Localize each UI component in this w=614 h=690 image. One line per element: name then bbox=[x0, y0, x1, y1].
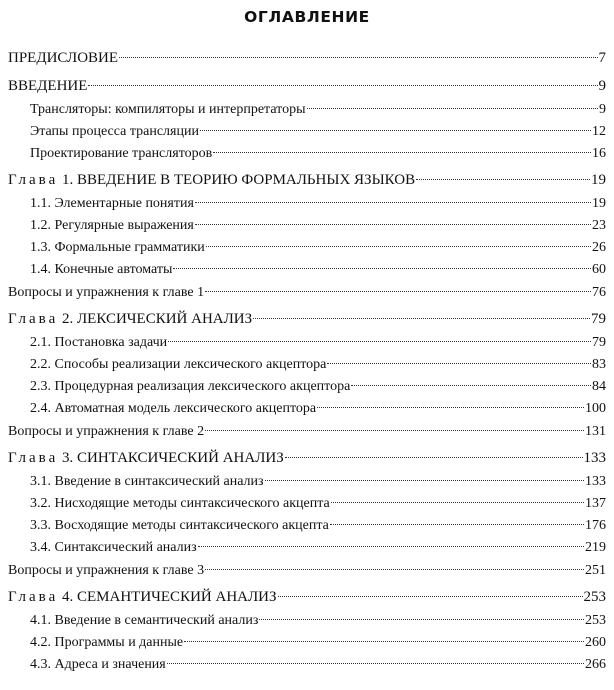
dot-leader bbox=[206, 246, 591, 247]
toc-entry-page: 219 bbox=[585, 540, 606, 555]
toc-entry-page: 133 bbox=[583, 450, 606, 466]
dot-leader bbox=[88, 85, 597, 86]
toc-entry-page: 266 bbox=[585, 657, 606, 672]
toc-entry-label bbox=[30, 215, 194, 237]
toc-entry-label bbox=[30, 610, 258, 632]
toc-entry-title: ВВЕДЕНИЕ bbox=[8, 78, 88, 94]
toc-entry[interactable] bbox=[8, 193, 606, 215]
toc-entry[interactable] bbox=[8, 559, 606, 582]
dot-leader bbox=[205, 291, 591, 292]
dot-leader bbox=[327, 363, 591, 364]
dot-leader bbox=[351, 385, 591, 386]
table-of-contents bbox=[8, 43, 606, 676]
toc-entry-label bbox=[30, 237, 205, 259]
toc-entry[interactable] bbox=[8, 420, 606, 443]
toc-entry-title: 1. ВВЕДЕНИЕ В ТЕОРИЮ ФОРМАЛЬНЫХ ЯЗЫКОВ bbox=[61, 172, 416, 188]
toc-entry[interactable] bbox=[8, 45, 606, 71]
dot-leader bbox=[173, 268, 591, 269]
toc-entry-label bbox=[30, 259, 172, 281]
toc-entry-label bbox=[30, 121, 199, 143]
toc-entry-page: 176 bbox=[585, 518, 606, 533]
chapter-prefix: Глава bbox=[8, 589, 59, 605]
toc-entry-label bbox=[30, 398, 316, 420]
dot-leader bbox=[265, 480, 584, 481]
toc-entry[interactable] bbox=[8, 493, 606, 515]
dot-leader bbox=[317, 407, 584, 408]
toc-entry-page: 100 bbox=[585, 401, 606, 416]
toc-entry-label bbox=[8, 420, 204, 443]
dot-leader bbox=[168, 341, 591, 342]
toc-entry-page: 133 bbox=[585, 474, 606, 489]
toc-entry-label bbox=[30, 654, 166, 676]
toc-entry-title: Этапы процесса трансляции bbox=[30, 124, 199, 139]
toc-entry[interactable] bbox=[8, 99, 606, 121]
toc-entry-label bbox=[30, 515, 329, 537]
toc-entry-label bbox=[30, 354, 326, 376]
toc-entry[interactable] bbox=[8, 515, 606, 537]
dot-leader bbox=[331, 502, 584, 503]
toc-entry-title: 1.4. Конечные автоматы bbox=[30, 262, 173, 277]
toc-entry-page: 131 bbox=[585, 424, 606, 439]
dot-leader bbox=[195, 202, 591, 203]
toc-entry-title: 3.2. Нисходящие методы синтаксического акцепта bbox=[30, 496, 330, 511]
toc-entry-page: 83 bbox=[592, 357, 606, 372]
toc-entry-label bbox=[8, 73, 87, 99]
toc-entry-title: 3. СИНТАКСИЧЕСКИЙ АНАЛИЗ bbox=[61, 450, 284, 466]
toc-entry-title: 1.3. Формальные грамматики bbox=[30, 240, 205, 255]
toc-entry-title: Трансляторы: компиляторы и интерпретаторы bbox=[30, 102, 306, 117]
toc-entry-label bbox=[30, 193, 194, 215]
toc-entry[interactable] bbox=[8, 143, 606, 165]
toc-entry[interactable] bbox=[8, 445, 606, 471]
toc-entry-title: 4.2. Программы и данные bbox=[30, 635, 184, 650]
toc-entry-page: 9 bbox=[598, 78, 606, 94]
toc-entry-title: 2.3. Процедурная реализация лексического акцептора bbox=[30, 379, 351, 394]
toc-entry-title: ПРЕДИСЛОВИЕ bbox=[8, 50, 119, 66]
toc-entry-label bbox=[30, 376, 350, 398]
toc-entry-title: 1.2. Регулярные выражения bbox=[30, 218, 194, 233]
toc-entry-label bbox=[30, 537, 197, 559]
toc-entry[interactable] bbox=[8, 281, 606, 304]
toc-entry-label bbox=[8, 167, 415, 193]
chapter-prefix: Глава bbox=[8, 311, 59, 327]
toc-entry-label bbox=[8, 306, 252, 332]
dot-leader bbox=[167, 663, 584, 664]
dot-leader bbox=[278, 596, 583, 597]
dot-leader bbox=[416, 179, 590, 180]
toc-entry[interactable] bbox=[8, 376, 606, 398]
toc-entry-label bbox=[8, 281, 204, 304]
toc-entry[interactable] bbox=[8, 332, 606, 354]
dot-leader bbox=[285, 457, 583, 458]
toc-entry-label bbox=[30, 143, 212, 165]
toc-entry[interactable] bbox=[8, 610, 606, 632]
toc-entry-page: 76 bbox=[592, 285, 606, 300]
page-title: ОГЛАВЛЕНИЕ bbox=[244, 8, 370, 26]
toc-entry-label bbox=[30, 332, 167, 354]
toc-entry-page: 19 bbox=[592, 196, 606, 211]
toc-entry-label bbox=[8, 559, 204, 582]
dot-leader bbox=[195, 224, 591, 225]
toc-entry-title: 3.4. Синтаксический анализ bbox=[30, 540, 197, 555]
dot-leader bbox=[307, 108, 598, 109]
dot-leader bbox=[213, 152, 591, 153]
toc-entry[interactable] bbox=[8, 237, 606, 259]
dot-leader bbox=[198, 546, 584, 547]
toc-entry-page: 79 bbox=[591, 311, 606, 327]
toc-entry[interactable] bbox=[8, 215, 606, 237]
toc-entry-page: 253 bbox=[585, 613, 606, 628]
toc-entry[interactable] bbox=[8, 73, 606, 99]
toc-entry-title: 3.1. Введение в синтаксический анализ bbox=[30, 474, 264, 489]
toc-entry-page: 16 bbox=[592, 146, 606, 161]
toc-entry-page: 260 bbox=[585, 635, 606, 650]
dot-leader bbox=[253, 318, 590, 319]
dot-leader bbox=[184, 641, 584, 642]
toc-entry[interactable] bbox=[8, 306, 606, 332]
toc-entry-page: 7 bbox=[598, 50, 606, 66]
toc-entry-page: 9 bbox=[599, 102, 606, 117]
toc-entry-page: 26 bbox=[592, 240, 606, 255]
toc-entry[interactable] bbox=[8, 654, 606, 676]
toc-entry[interactable] bbox=[8, 632, 606, 654]
toc-entry-label bbox=[30, 632, 183, 654]
toc-entry-page: 251 bbox=[585, 563, 606, 578]
toc-entry-title: 4. СЕМАНТИЧЕСКИЙ АНАЛИЗ bbox=[61, 589, 277, 605]
toc-entry[interactable] bbox=[8, 471, 606, 493]
toc-entry-page: 137 bbox=[585, 496, 606, 511]
toc-entry-label bbox=[30, 471, 264, 493]
toc-entry-page: 12 bbox=[592, 124, 606, 139]
toc-entry-page: 84 bbox=[592, 379, 606, 394]
toc-entry-title: 2.4. Автоматная модель лексического акцептора bbox=[30, 401, 317, 416]
toc-entry[interactable] bbox=[8, 167, 606, 193]
dot-leader bbox=[330, 524, 584, 525]
toc-entry-page: 23 bbox=[592, 218, 606, 233]
dot-leader bbox=[205, 430, 584, 431]
toc-entry-label bbox=[8, 584, 277, 610]
toc-entry[interactable] bbox=[8, 537, 606, 559]
toc-entry-title: Проектирование трансляторов bbox=[30, 146, 213, 161]
dot-leader bbox=[259, 619, 584, 620]
toc-entry[interactable] bbox=[8, 121, 606, 143]
toc-entry-title: Вопросы и упражнения к главе 2 bbox=[8, 424, 205, 439]
dot-leader bbox=[205, 569, 584, 570]
toc-entry-page: 60 bbox=[592, 262, 606, 277]
toc-entry-page: 79 bbox=[592, 335, 606, 350]
chapter-prefix: Глава bbox=[8, 450, 59, 466]
toc-entry[interactable] bbox=[8, 398, 606, 420]
toc-entry-label bbox=[8, 45, 118, 71]
toc-entry-title: 2.2. Способы реализации лексического акцептора bbox=[30, 357, 327, 372]
toc-entry-title: 4.3. Адреса и значения bbox=[30, 657, 166, 672]
toc-entry-title: Вопросы и упражнения к главе 1 bbox=[8, 285, 205, 300]
toc-entry-title: Вопросы и упражнения к главе 3 bbox=[8, 563, 205, 578]
toc-entry-label bbox=[30, 99, 306, 121]
dot-leader bbox=[119, 57, 597, 58]
dot-leader bbox=[200, 130, 591, 131]
toc-entry-label bbox=[30, 493, 330, 515]
toc-entry-page: 253 bbox=[583, 589, 606, 605]
toc-entry-title: 2.1. Постановка задачи bbox=[30, 335, 168, 350]
toc-entry[interactable] bbox=[8, 259, 606, 281]
toc-entry-title: 3.3. Восходящие методы синтаксического акцепта bbox=[30, 518, 329, 533]
toc-entry-label bbox=[8, 445, 284, 471]
toc-entry-title: 4.1. Введение в семантический анализ bbox=[30, 613, 259, 628]
toc-entry-title: 1.1. Элементарные понятия bbox=[30, 196, 194, 211]
chapter-prefix: Глава bbox=[8, 172, 59, 188]
toc-entry[interactable] bbox=[8, 354, 606, 376]
toc-entry-page: 19 bbox=[591, 172, 606, 188]
toc-entry-title: 2. ЛЕКСИЧЕСКИЙ АНАЛИЗ bbox=[61, 311, 253, 327]
toc-entry[interactable] bbox=[8, 584, 606, 610]
